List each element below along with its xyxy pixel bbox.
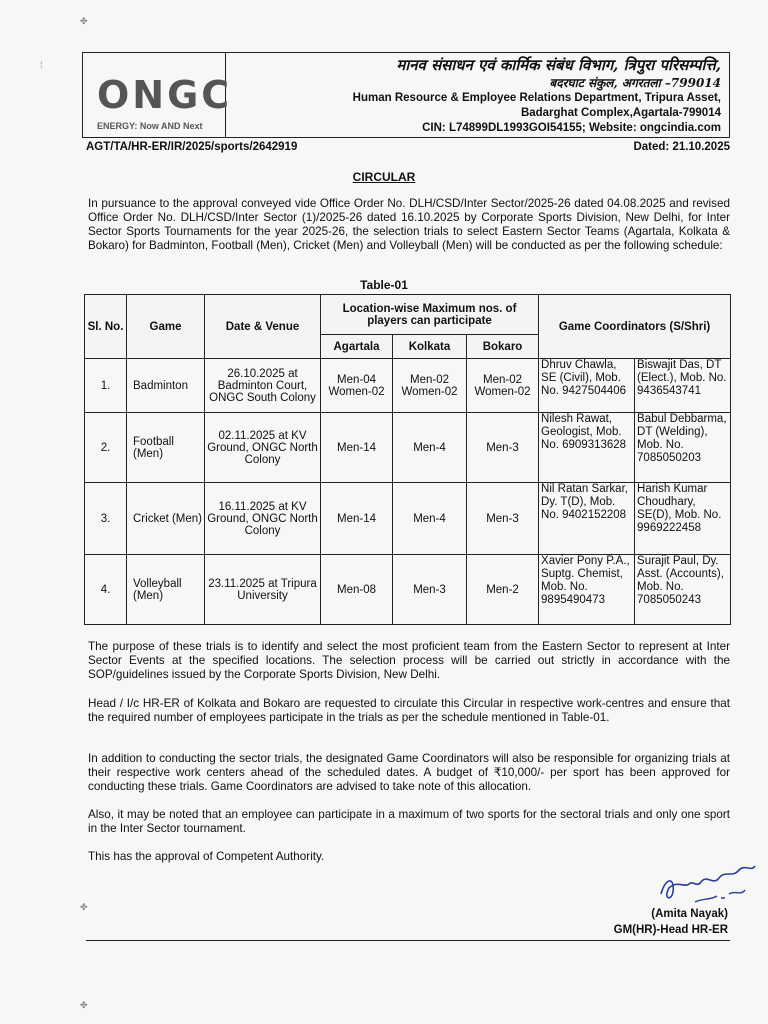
cell-date-venue: 23.11.2025 at Tripura University: [205, 555, 321, 625]
participation-paragraph: Also, it may be noted that an employee can participate in a maximum of two sports for the sectoral trials and only one sport in the Inter Sector tournament.: [88, 808, 730, 835]
header-agartala: Agartala: [321, 335, 393, 359]
cell-agartala: Men-14: [321, 483, 393, 555]
logo-area: [83, 53, 233, 137]
cell-game: Badminton: [127, 359, 205, 413]
cell-sl: 3.: [85, 483, 127, 555]
cell-bokaro: Men-2: [467, 555, 539, 625]
hindi-dept-line: मानव संसाधन एवं कार्मिक संबंध विभाग, त्रिपुरा परिसम्पत्ति,: [396, 56, 721, 74]
cell-bokaro: Men-3: [467, 483, 539, 555]
circulation-paragraph: Head / I/c HR-ER of Kolkata and Bokaro are requested to circulate this Circular in respective work-centres and ensure that the required number of employees participate in the trials as per the schedule mentioned in Table-01.: [88, 697, 730, 724]
cell-coordinator-2: Surajit Paul, Dy. Asst. (Accounts), Mob. No. 7085050243: [635, 555, 731, 625]
cell-coordinator-1: Nilesh Rawat, Geologist, Mob. No. 6909313628: [539, 413, 635, 483]
cell-agartala: Men-14: [321, 413, 393, 483]
dept-line: Human Resource & Employee Relations Department, Tripura Asset,: [352, 92, 721, 104]
letterhead: [82, 52, 730, 138]
scan-mark: ✤: [80, 902, 88, 912]
cell-sl: 4.: [85, 555, 127, 625]
cell-coordinator-1: Dhruv Chawla, SE (Civil), Mob. No. 9427504406: [539, 359, 635, 413]
cell-coordinator-1: Nil Ratan Sarkar, Dy. T(D), Mob. No. 9402152208: [539, 483, 635, 555]
table-row: [85, 483, 731, 555]
header-date-venue: Date & Venue: [205, 295, 321, 359]
cell-kolkata: Men-4: [393, 413, 467, 483]
table-row: [85, 555, 731, 625]
cell-coordinator-2: Harish Kumar Choudhary, SE(D), Mob. No. 9969222458: [635, 483, 731, 555]
cell-kolkata: Men-02 Women-02: [393, 359, 467, 413]
cell-kolkata: Men-3: [393, 555, 467, 625]
header-bokaro: Bokaro: [467, 335, 539, 359]
cell-game: Volleyball (Men): [127, 555, 205, 625]
header-sl: Sl. No.: [85, 295, 127, 359]
intro-paragraph: In pursuance to the approval conveyed vide Office Order No. DLH/CSD/Inter Sector/2025-26 dated 04.08.2025 and revised Office Order No. DLH/CSD/Inter Sector (1)/2025-26 dated 16.10.2025 by Corporate Sports Division, New Delhi, for Inter Sector Sports Tournaments for the year 2025-26, the selection trials to select Eastern Sector Teams (Agartala, Kolkata & Bokaro) for Badminton, Football (Men), Cricket (Men) and Volleyball (Men) will be conducted as per the following schedule:: [88, 197, 730, 252]
cell-date-venue: 16.11.2025 at KV Ground, ONGC North Colony: [205, 483, 321, 555]
hindi-address-line: बदरघाट संकुल, अगरतला –799014: [549, 76, 721, 90]
cin-line: CIN: L74899DL1993GOI54155; Website: ongcindia.com: [422, 122, 721, 134]
cell-agartala: Men-04 Women-02: [321, 359, 393, 413]
table-row: [85, 413, 731, 483]
letterhead-address: [231, 55, 721, 136]
signatory-name: (Amita Nayak): [651, 908, 728, 920]
document-title: CIRCULAR: [352, 170, 416, 184]
handwritten-signature: [655, 858, 765, 908]
table-row: [85, 359, 731, 413]
approval-paragraph: This has the approval of Competent Authority.: [88, 850, 325, 863]
cell-date-venue: 26.10.2025 at Badminton Court, ONGC South Colony: [205, 359, 321, 413]
cell-game: Football (Men): [127, 413, 205, 483]
cell-kolkata: Men-4: [393, 483, 467, 555]
circular-date: Dated: 21.10.2025: [633, 141, 730, 153]
cell-agartala: Men-08: [321, 555, 393, 625]
logo-tagline: ENERGY: Now AND Next: [97, 121, 203, 131]
address-line: Badarghat Complex,Agartala-799014: [520, 107, 721, 119]
signatory-designation: GM(HR)-Head HR-ER: [613, 924, 728, 936]
cell-coordinator-2: Biswajit Das, DT (Elect.), Mob. No. 9436543741: [635, 359, 731, 413]
ongc-logo: ONGC: [97, 73, 233, 117]
cell-bokaro: Men-02 Women-02: [467, 359, 539, 413]
purpose-paragraph: The purpose of these trials is to identify and select the most proficient team from the Eastern Sector to represent at Inter Sector Events at the specified locations. The selection process will be carried out strictly in accordance with the SOP/guidelines issued by the Corporate Sports Division, New Delhi.: [88, 640, 730, 681]
reference-number: AGT/TA/HR-ER/IR/2025/sports/2642919: [86, 141, 298, 153]
budget-paragraph: In addition to conducting the sector trials, the designated Game Coordinators will also be responsible for organizing trials at their respective work centers ahead of the scheduled dates. A budget of ₹10,000/- per sport has been approved for conducting these trials. Game Coordinators are advised to take note of this allocation.: [88, 752, 730, 793]
header-game: Game: [127, 295, 205, 359]
scan-mark: ✤: [80, 16, 88, 26]
header-coordinators: Game Coordinators (S/Shri): [539, 295, 731, 359]
cell-bokaro: Men-3: [467, 413, 539, 483]
cell-coordinator-1: Xavier Pony P.A., Suptg. Chemist, Mob. No. 9895490473: [539, 555, 635, 625]
table-title: Table-01: [360, 278, 408, 292]
cell-coordinator-2: Babul Debbarma, DT (Welding), Mob. No. 7085050203: [635, 413, 731, 483]
schedule-table: [84, 294, 731, 625]
scan-mark: ✤: [80, 1000, 88, 1010]
cell-sl: 1.: [85, 359, 127, 413]
cell-date-venue: 02.11.2025 at KV Ground, ONGC North Colony: [205, 413, 321, 483]
header-location-group: Location-wise Maximum nos. of players can participate: [321, 295, 539, 335]
scan-mark: ⁞: [40, 60, 43, 70]
cell-game: Cricket (Men): [127, 483, 205, 555]
footer-rule: [86, 940, 730, 941]
cell-sl: 2.: [85, 413, 127, 483]
header-kolkata: Kolkata: [393, 335, 467, 359]
